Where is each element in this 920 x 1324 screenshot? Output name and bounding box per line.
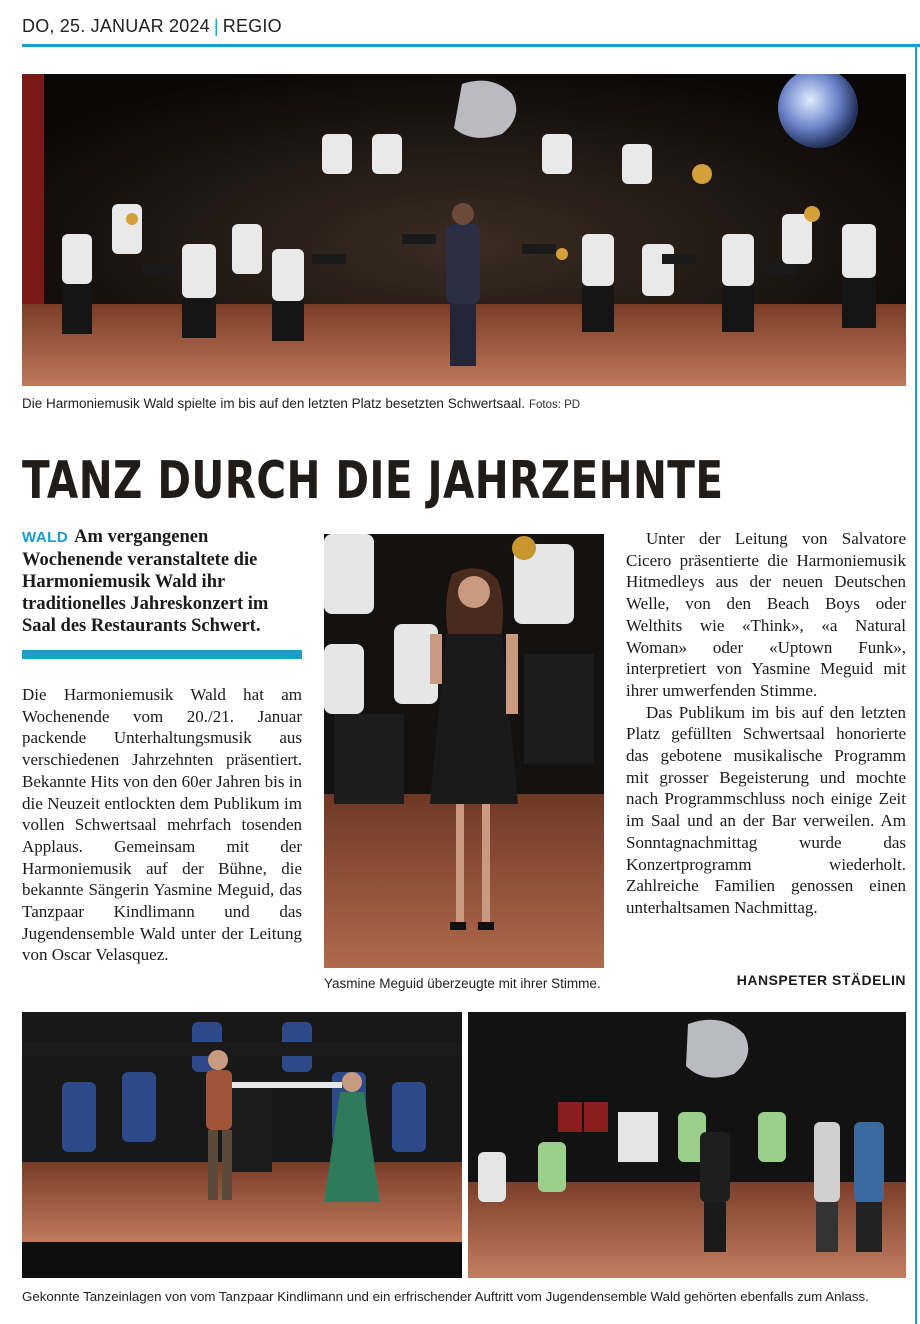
youth-ensemble-photo: [468, 1012, 906, 1278]
body-column-3: [626, 528, 906, 919]
body-paragraph: Die Harmoniemusik Wald hat am Wochenende vom 20./21. Januar packende Unterhaltungsmusik aus verschiedenen Jahrzehnten präsentiert. Bekannte Hits von den 60er Jahren bis in die Neuzeit entlockten dem Publikum im vollen Schwertsaal mehrfach tosenden Applaus. Gemeinsam mit der Harmoniemusik auf der Bühne, die bekannte Sängerin Yasmine Meguid, das Tanzpaar Kindlimann und das Jugendensemble Wald unter der Leitung von Oscar Velasquez.: [22, 685, 302, 965]
article-author: HANSPETER STÄDELIN: [736, 972, 906, 988]
article-lead: [22, 526, 304, 637]
page-header: [22, 16, 902, 44]
body-paragraph: Unter der Leitung von Salvatore Cicero präsentierte die Harmoniemusik Hitmedleys aus der neuen Deutschen Welle, von den Beach Boys oder Welthits wie «Think», «a Natural Woman» oder «Uptown Funk», interpretiert von Yasmine Meguid mit ihrer umwerfenden Stimme.: [626, 529, 906, 700]
body-column-1: [22, 684, 302, 966]
singer-photo: [324, 534, 604, 968]
singer-photo-caption: Yasmine Meguid überzeugte mit ihrer Stimme.: [324, 976, 601, 991]
top-caption-text: Die Harmoniemusik Wald spielte im bis auf den letzten Platz besetzten Schwertsaal.: [22, 396, 525, 411]
article-headline: TANZ DURCH DIE JAHRZEHNTE: [22, 451, 724, 511]
lead-text: Am vergangenen Wochenende veranstaltete die Harmoniemusik Wald ihr traditionelles Jahreskonzert im Saal des Restaurants Schwert.: [22, 527, 269, 636]
photo-credit: Fotos: PD: [528, 399, 581, 411]
location-kicker: WALD: [22, 529, 69, 546]
bottom-photos-caption: Gekonnte Tanzeinlagen von vom Tanzpaar Kindlimann und ein erfrischender Auftritt vom Jugendensemble Wald gehörten ebenfalls zum Anlass.: [22, 1289, 869, 1304]
dance-photo: [22, 1012, 462, 1278]
body-paragraph: Das Publikum im bis auf den letzten Platz gefüllten Schwertsaal honorierte das gebotene musikalische Programm mit grosser Begeisterung und mochte nach Programmschluss noch einige Zeit im Saal und an der Bar verweilen. Am Sonntagnachmittag wurde das Konzertprogramm wiederholt. Zahlreiche Familien genossen einen unterhaltsamen Nachmittag.: [626, 702, 906, 917]
issue-date: DO, 25. JANUAR 2024: [22, 16, 210, 36]
orchestra-photo: [22, 74, 906, 386]
section-name: REGIO: [222, 16, 282, 36]
header-rule: [22, 44, 920, 47]
top-photo-caption: [22, 396, 580, 411]
header-separator: |: [213, 16, 219, 36]
lead-divider: [22, 650, 302, 659]
right-margin-rule: [915, 47, 917, 1324]
